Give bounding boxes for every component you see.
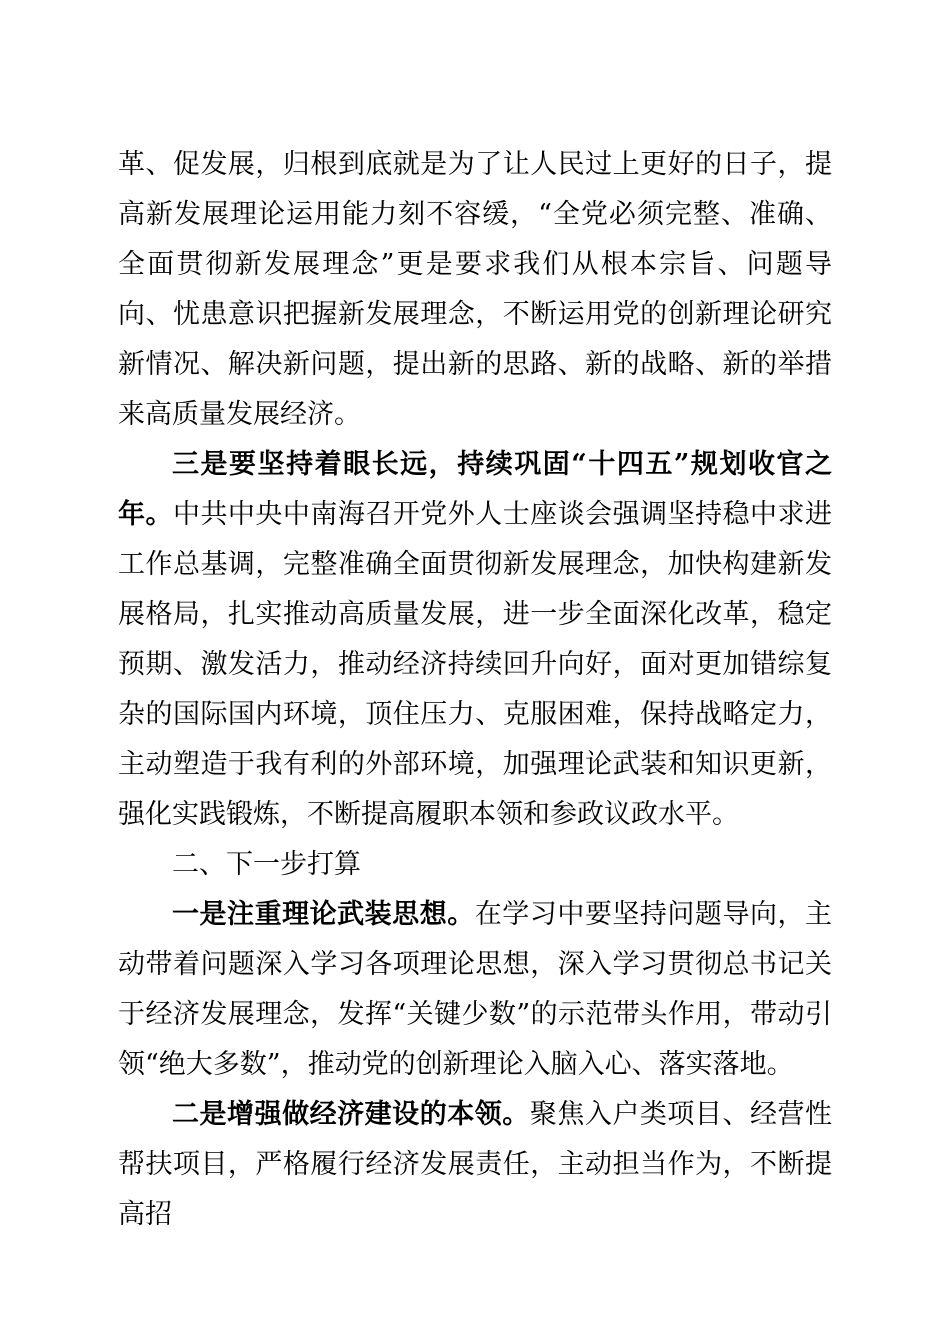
- paragraph-lead: 二是增强做经济建设的本领。: [172, 1099, 530, 1130]
- paragraph-point-three: [118, 440, 832, 840]
- paragraph-lead: 三是要坚持着眼长远，持续巩固“十四五”规划收官之年。: [118, 449, 832, 530]
- paragraph-plan-one: [118, 890, 832, 1090]
- paragraph-plan-two: [118, 1090, 832, 1240]
- section-heading: 二、下一步打算: [172, 849, 361, 880]
- paragraph-text: 中共中央中南海召开党外人士座谈会强调坚持稳中求进工作总基调，完整准确全面贯彻新发展理念，加快构建新发展格局，扎实推动高质量发展，进一步全面深化改革，稳定预期、激发活力，推动经济持续回升向好，面对更加错综复杂的国际国内环境，顶住压力、克服困难，保持战略定力，主动塑造于我有利的外部环境，加强理论武装和知识更新，强化实践锻炼，不断提高履职本领和参政议政水平。: [118, 499, 833, 830]
- paragraph-lead: 一是注重理论武装思想。: [172, 899, 475, 930]
- paragraph-continuation: [118, 140, 832, 440]
- document-page: [118, 140, 832, 1240]
- paragraph-text: 在学习中要坚持问题导向，主动带着问题深入学习各项理论思想，深入学习贯彻总书记关于经济发展理念，发挥“关键少数”的示范带头作用，带动引领“绝大多数”，推动党的创新理论入脑入心、落实落地。: [118, 899, 833, 1080]
- paragraph-text: 聚焦入户类项目、经营性帮扶项目，严格履行经济发展责任，主动担当作为，不断提高招: [118, 1099, 833, 1230]
- paragraph-text: 革、促发展，归根到底就是为了让人民过上更好的日子，提高新发展理论运用能力刻不容缓，“全党必须完整、准确、全面贯彻新发展理念”更是要求我们从根本宗旨、问题导向、忧患意识把握新发展理念，不断运用党的创新理论研究新情况、解决新问题，提出新的思路、新的战略、新的举措来高质量发展经济。: [118, 149, 832, 430]
